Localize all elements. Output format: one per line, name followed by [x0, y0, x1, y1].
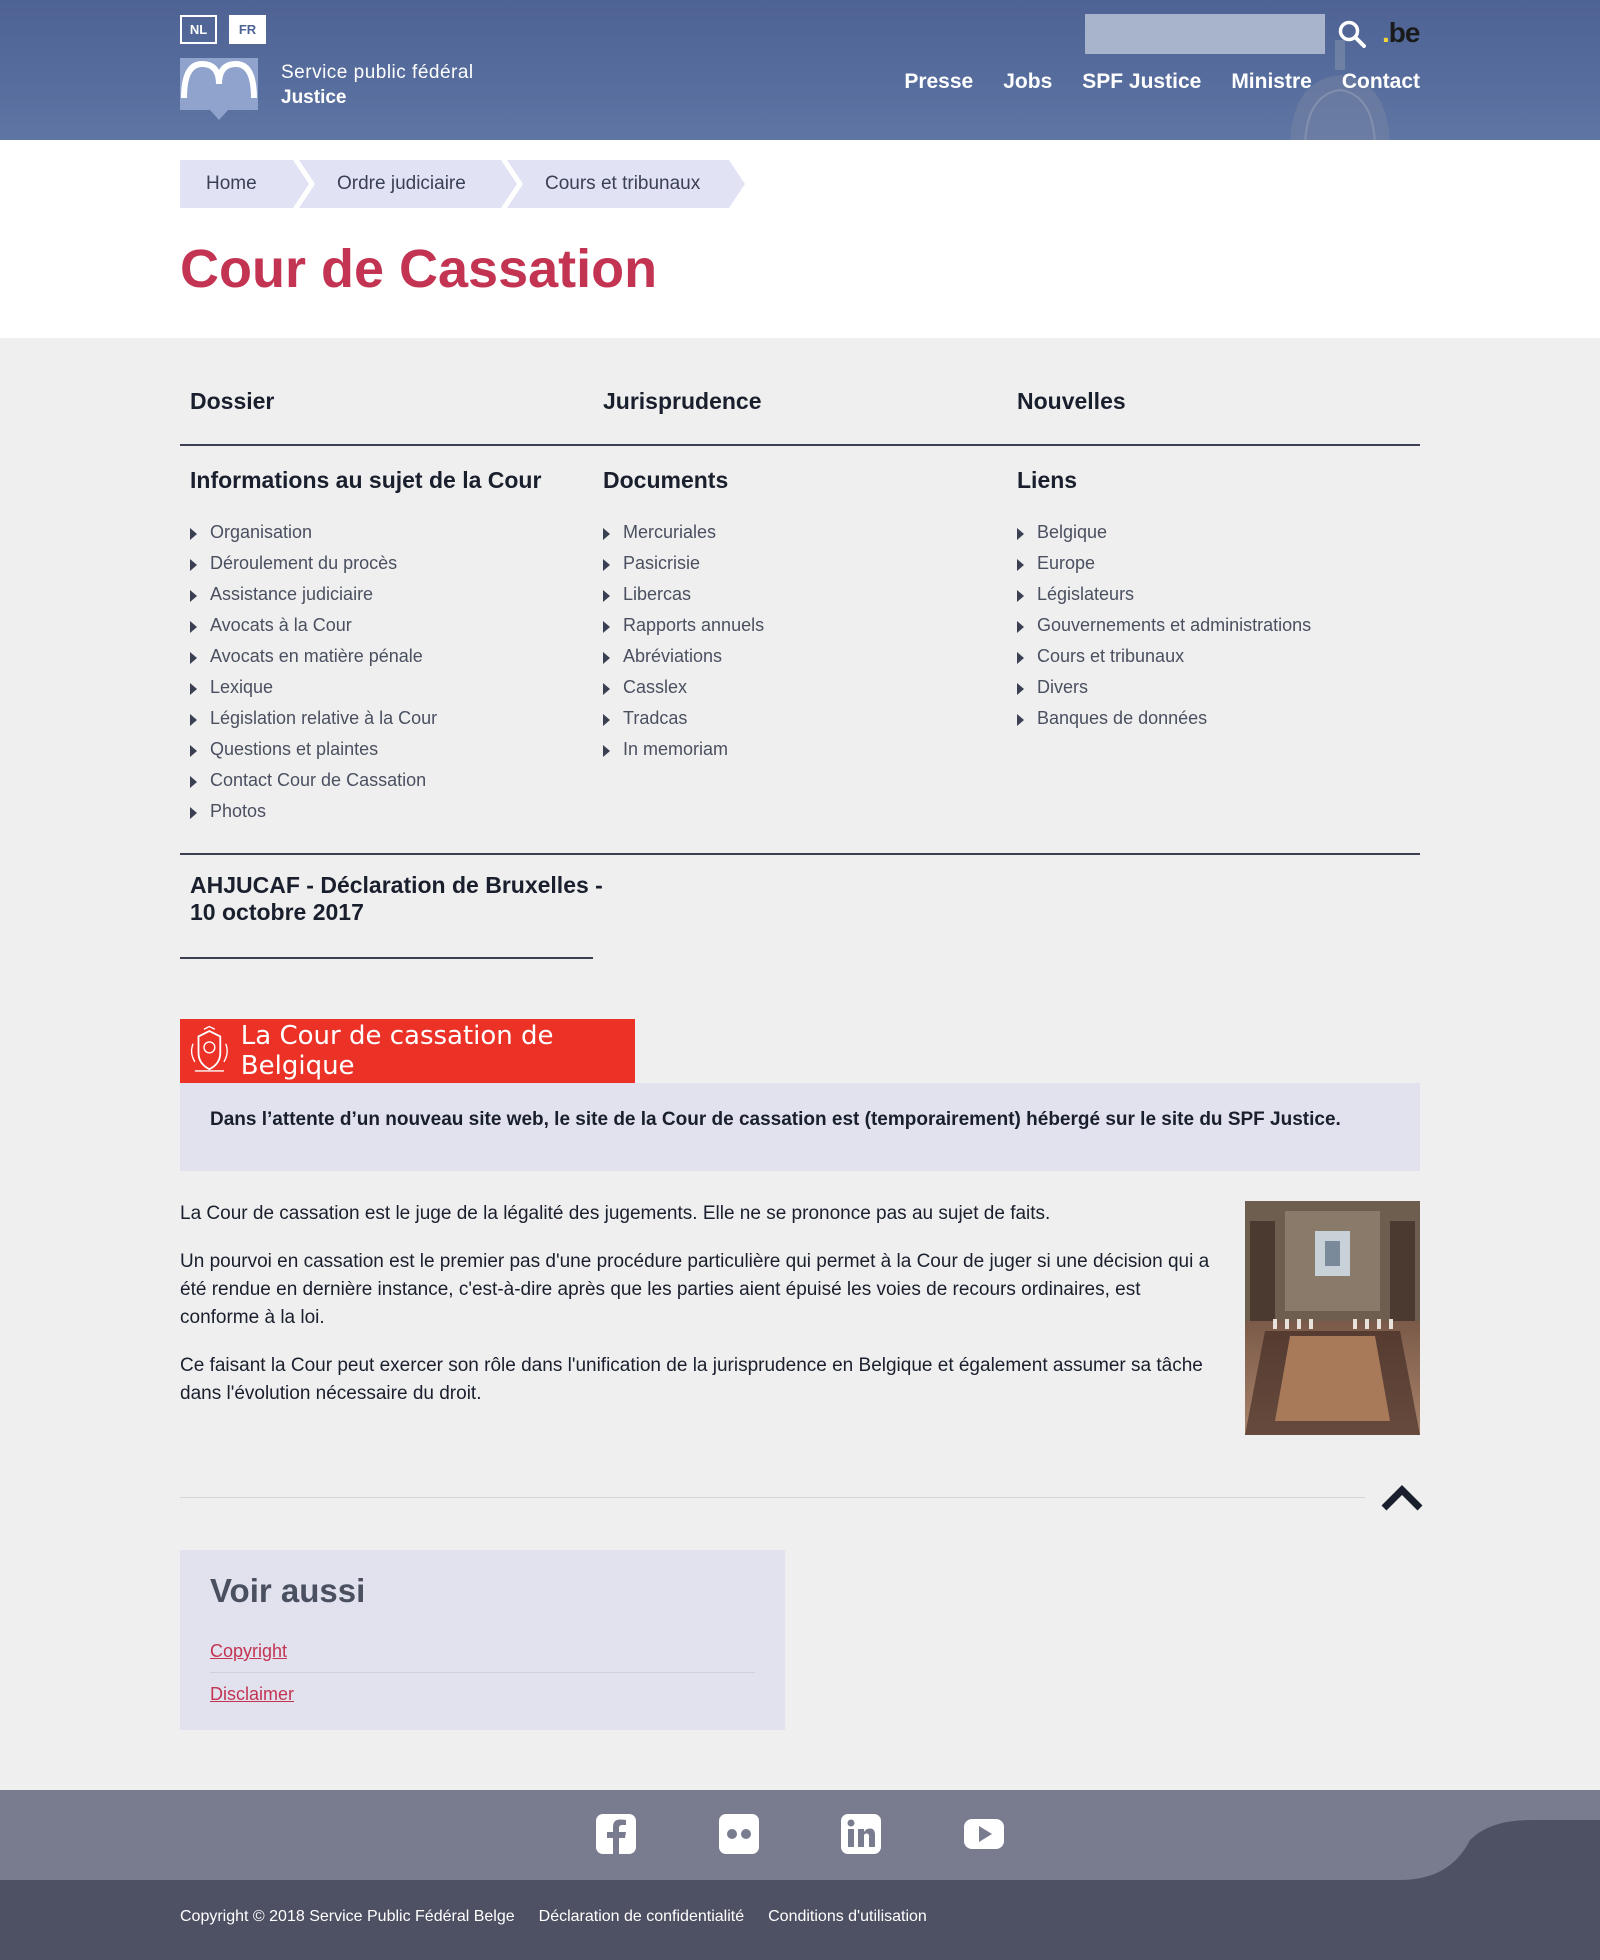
footer-social-bar — [0, 1790, 1600, 1880]
list-item[interactable] — [603, 703, 764, 734]
arrow-right-icon — [603, 652, 610, 664]
top-navigation — [904, 70, 1420, 94]
arrow-right-icon — [603, 559, 610, 571]
footer-terms-label: Conditions d'utilisation — [768, 1908, 927, 1925]
be-logo-text: be — [1388, 17, 1420, 48]
divider — [180, 853, 1420, 855]
body-text — [180, 1200, 1220, 1428]
voir-aussi-title: Voir aussi — [210, 1572, 366, 1609]
arrow-right-icon — [190, 683, 197, 695]
arrow-right-icon — [603, 745, 610, 757]
arrow-right-icon — [1017, 559, 1024, 571]
breadcrumb-ordre-judiciaire[interactable]: Ordre judiciaire — [299, 160, 501, 208]
list-item-label: Assistance judiciaire — [210, 584, 374, 604]
arrow-right-icon — [1017, 528, 1024, 540]
divider — [180, 957, 593, 959]
site-header — [0, 0, 1600, 140]
list-item[interactable] — [190, 641, 437, 672]
coat-of-arms-icon — [184, 1023, 235, 1079]
logo-line-2: Justice — [281, 87, 347, 108]
list-item-label: Abréviations — [623, 646, 723, 666]
list-item[interactable] — [190, 579, 437, 610]
arrow-right-icon — [190, 559, 197, 571]
list-item[interactable] — [1017, 548, 1311, 579]
list-item[interactable] — [190, 765, 437, 796]
list-item[interactable] — [1017, 703, 1311, 734]
list-item-label: Divers — [1037, 677, 1089, 697]
list-item[interactable] — [603, 672, 764, 703]
list-item[interactable] — [1017, 610, 1311, 641]
list-item-label: Avocats à la Cour — [210, 615, 352, 635]
arrow-right-icon — [603, 714, 610, 726]
list-item[interactable] — [1017, 517, 1311, 548]
list-item[interactable] — [603, 548, 764, 579]
arrow-right-icon — [603, 683, 610, 695]
page-title: Cour de Cassation — [180, 239, 658, 299]
chevron-up-icon[interactable] — [1380, 1480, 1424, 1516]
banner-title: La Cour de cassation de Belgique — [240, 1021, 554, 1081]
arrow-right-icon — [1017, 714, 1024, 726]
arrow-right-icon — [190, 714, 197, 726]
youtube-icon[interactable] — [962, 1812, 1006, 1856]
facebook-icon[interactable] — [594, 1812, 638, 1856]
arrow-right-icon — [1017, 683, 1024, 695]
breadcrumb — [180, 160, 735, 208]
list-item[interactable] — [1017, 579, 1311, 610]
lang-nl-button[interactable]: NL — [180, 15, 217, 44]
lang-fr-button[interactable]: FR — [229, 15, 266, 44]
list-item-label: Libercas — [623, 584, 692, 604]
list-item-label: Photos — [210, 801, 267, 821]
breadcrumb-home[interactable]: Home — [180, 160, 293, 208]
flickr-icon[interactable] — [717, 1812, 761, 1856]
info-link-list — [190, 517, 437, 827]
list-item-label: Avocats en matière pénale — [210, 646, 423, 666]
list-item-label: Lexique — [210, 677, 274, 697]
nav-presse[interactable]: Presse — [904, 70, 974, 93]
breadcrumb-cours-et-tribunaux[interactable]: Cours et tribunaux — [507, 160, 729, 208]
list-item[interactable] — [190, 734, 437, 765]
list-item[interactable] — [603, 734, 764, 765]
wave-decoration — [1400, 1790, 1600, 1880]
arrow-right-icon — [190, 652, 197, 664]
list-item-label: In memoriam — [623, 739, 729, 759]
list-item-label: Questions et plaintes — [210, 739, 379, 759]
notice-box: Dans l’attente d’un nouveau site web, le site de la Cour de cassation est (temporairement) hébergé sur le site du SPF Justice. — [180, 1083, 1420, 1171]
arrow-right-icon — [190, 807, 197, 819]
arrow-right-icon — [603, 621, 610, 633]
nav-contact[interactable]: Contact — [1341, 70, 1420, 93]
list-item-label: Gouvernements et administrations — [1037, 615, 1312, 635]
arrow-right-icon — [603, 590, 610, 602]
site-logo[interactable] — [180, 58, 474, 120]
footer-privacy-link[interactable] — [539, 1908, 744, 1926]
ahjucaf-link[interactable]: AHJUCAF - Déclaration de Bruxelles - 10 octobre 2017 — [190, 872, 603, 925]
list-item-label: Mercuriales — [623, 522, 717, 542]
section-title-liens: Liens — [1017, 467, 1078, 493]
nav-spf-justice[interactable]: SPF Justice — [1082, 70, 1202, 93]
divider — [180, 444, 1420, 446]
arrow-right-icon — [190, 776, 197, 788]
be-logo-dot: . — [1382, 17, 1389, 48]
list-item[interactable] — [603, 517, 764, 548]
list-item[interactable] — [603, 579, 764, 610]
arrow-right-icon — [603, 528, 610, 540]
paragraph: Un pourvoi en cassation est le premier pas d'une procédure particulière qui permet à la Cour de juger si une décision qui a été rendue en dernière instance, c'est-à-dire après que les parties aient épuisé les voies de recours ordinaires, est conforme à la loi. — [180, 1251, 1210, 1328]
list-item[interactable] — [190, 672, 437, 703]
list-item-label: Rapports annuels — [623, 615, 765, 635]
search-input[interactable] — [1085, 14, 1325, 54]
list-item-label: Belgique — [1037, 522, 1108, 542]
jurisprudence-link[interactable]: Jurisprudence — [603, 388, 762, 414]
list-item-label: Pasicrisie — [623, 553, 701, 573]
nav-jobs[interactable]: Jobs — [1003, 70, 1053, 93]
list-item-label: Législation relative à la Cour — [210, 708, 438, 728]
list-item[interactable] — [190, 548, 437, 579]
list-item-label: Législateurs — [1037, 584, 1135, 604]
list-item[interactable] — [190, 796, 437, 827]
footer-terms-link[interactable] — [768, 1908, 927, 1926]
documents-link-list — [603, 517, 764, 765]
footer-privacy-label: Déclaration de confidentialité — [538, 1908, 745, 1925]
disclaimer-link[interactable]: Disclaimer — [210, 1684, 295, 1704]
logo-line-1: Service public fédéral — [281, 62, 474, 83]
arrow-right-icon — [1017, 652, 1024, 664]
copyright-link[interactable]: Copyright — [210, 1641, 288, 1661]
section-title-documents: Documents — [603, 467, 729, 493]
liens-link-list — [1017, 517, 1311, 734]
footer — [0, 1880, 1600, 1960]
paragraph: La Cour de cassation est le juge de la légalité des jugements. Elle ne se prononce pas au sujet de faits. — [180, 1203, 1051, 1224]
list-item-label: Cours et tribunaux — [1037, 646, 1185, 666]
list-item-label: Casslex — [623, 677, 688, 697]
arrow-right-icon — [190, 590, 197, 602]
paragraph: Ce faisant la Cour peut exercer son rôle dans l'unification de la jurisprudence en Belgique et également assumer sa tâche dans l'évolution nécessaire du droit. — [180, 1355, 1203, 1404]
list-item-label: Déroulement du procès — [210, 553, 398, 573]
list-item[interactable] — [1017, 672, 1311, 703]
justice-logo-icon — [180, 58, 258, 120]
list-item-label: Tradcas — [623, 708, 688, 728]
list-item[interactable] — [1017, 641, 1311, 672]
arrow-right-icon — [190, 528, 197, 540]
nouvelles-link[interactable]: Nouvelles — [1017, 388, 1126, 414]
cour-cassation-banner — [180, 1019, 635, 1083]
list-item[interactable] — [190, 703, 437, 734]
list-item[interactable] — [603, 610, 764, 641]
be-logo[interactable] — [1382, 17, 1419, 49]
arrow-right-icon — [190, 621, 197, 633]
arrow-right-icon — [1017, 621, 1024, 633]
search-icon[interactable] — [1338, 20, 1366, 48]
list-item[interactable] — [190, 517, 437, 548]
section-title-info: Informations au sujet de la Cour — [190, 467, 542, 493]
list-item[interactable] — [190, 610, 437, 641]
voir-aussi-box — [180, 1550, 785, 1730]
list-item[interactable] — [603, 641, 764, 672]
list-item-label: Contact Cour de Cassation — [210, 770, 427, 790]
nav-ministre[interactable]: Ministre — [1231, 70, 1312, 93]
dossier-link[interactable]: Dossier — [190, 388, 275, 414]
list-item-label: Europe — [1037, 553, 1096, 573]
list-item-label: Organisation — [210, 522, 313, 542]
arrow-right-icon — [190, 745, 197, 757]
courtroom-photo — [1245, 1201, 1420, 1435]
arrow-right-icon — [1017, 590, 1024, 602]
list-item-label: Banques de données — [1037, 708, 1208, 728]
footer-copyright: Copyright © 2018 Service Public Fédéral Belge — [180, 1908, 515, 1925]
divider — [180, 1497, 1365, 1498]
linkedin-icon[interactable] — [839, 1812, 883, 1856]
